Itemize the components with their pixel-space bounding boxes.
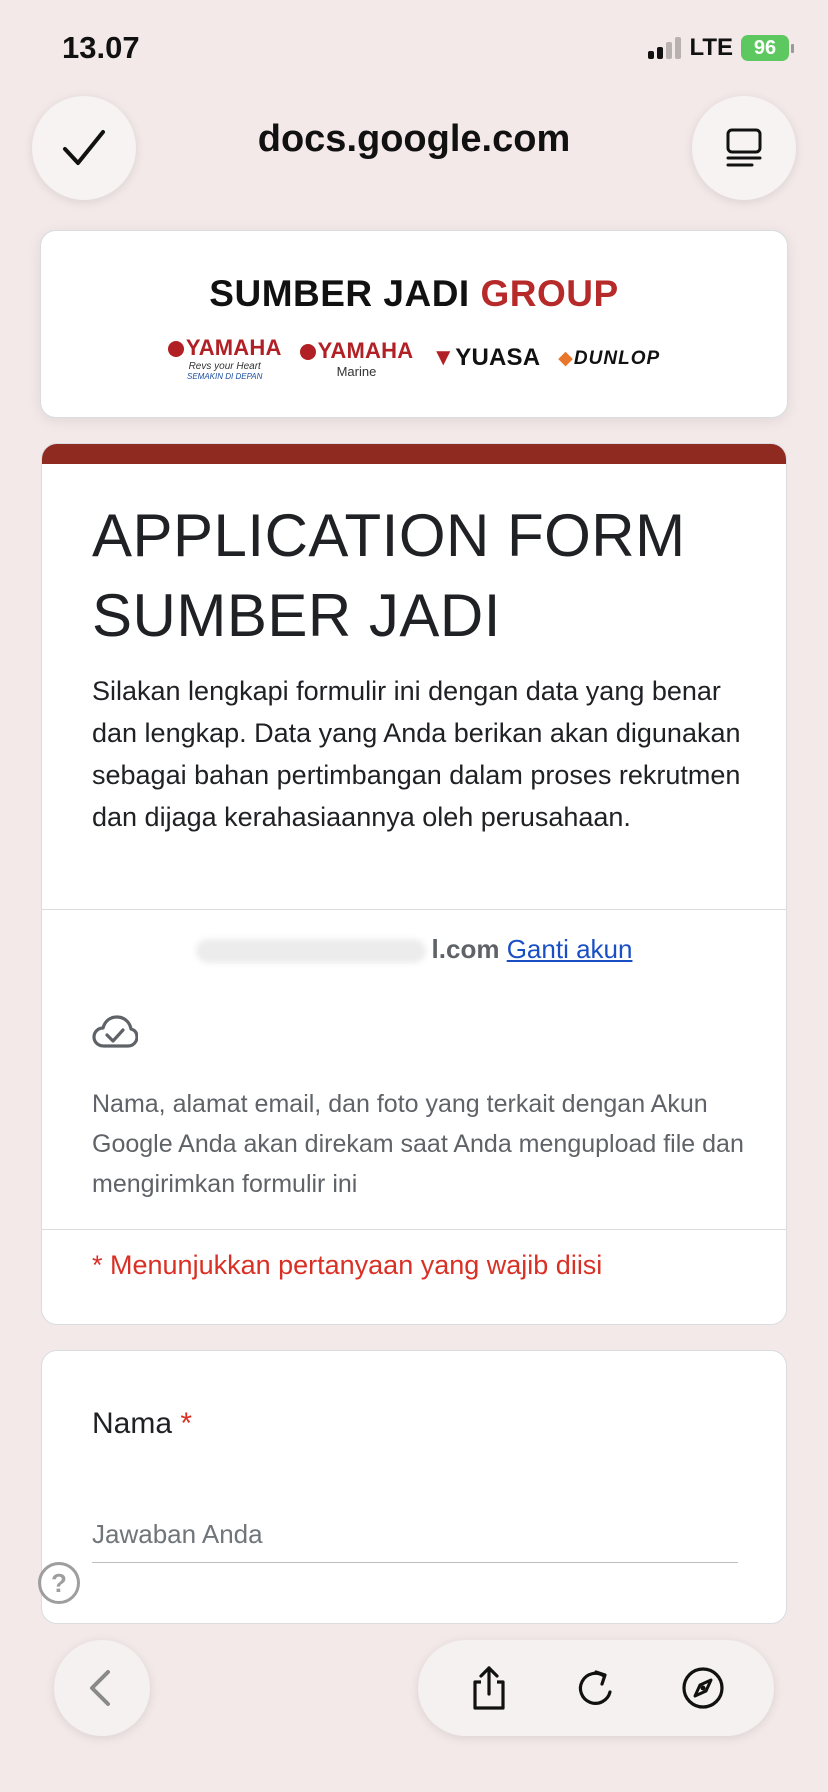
share-icon [467, 1664, 511, 1712]
switch-account-link[interactable]: Ganti akun [506, 934, 633, 964]
network-type: LTE [689, 34, 733, 61]
required-asterisk: * [180, 1407, 193, 1440]
form-accent-bar [42, 444, 786, 464]
page-menu-icon [722, 126, 766, 170]
form-description: Silakan lengkapi formulir ini dengan data yang benar dan lengkap. Data yang Anda berikan akan digunakan sebagai bahan pertimbangan dalam proses rekrutmen dan dijaga kerahasiaannya oleh perusahaan. [92, 676, 741, 832]
brand-logo-dunlop: ◆DUNLOP [558, 347, 661, 369]
company-title [41, 273, 787, 315]
company-title-accent: GROUP [480, 273, 619, 314]
form-title: APPLICATION FORM SUMBER JADI [92, 502, 686, 649]
share-button[interactable] [459, 1658, 519, 1718]
help-icon[interactable]: ? [38, 1562, 80, 1604]
required-note: * Menunjukkan pertanyaan yang wajib diisi [92, 1250, 603, 1280]
reload-icon [574, 1666, 618, 1710]
account-email: l.com [431, 934, 500, 964]
reload-button[interactable] [566, 1658, 626, 1718]
divider [42, 1229, 786, 1230]
cloud-done-icon [92, 1014, 138, 1050]
url-label[interactable]: docs.google.com [257, 118, 571, 160]
chevron-left-icon [84, 1668, 120, 1708]
brand-logos [41, 335, 787, 381]
brand-logo-yamaha: YAMAHA Revs your Heart SEMAKIN DI DEPAN [168, 335, 282, 381]
question-label: Nama * [92, 1407, 193, 1440]
browse-button[interactable] [673, 1658, 733, 1718]
answer-input[interactable] [92, 1511, 738, 1563]
reader-view-button[interactable] [692, 96, 796, 200]
header-banner [40, 230, 788, 418]
browser-toolbar [418, 1640, 774, 1736]
recording-notice: Nama, alamat email, dan foto yang terkait dengan Akun Google Anda akan direkam saat Anda mengupload file dan mengirimkan formulir ini [92, 1090, 744, 1198]
compass-icon [680, 1665, 726, 1711]
brand-logo-yamaha-marine: YAMAHA Marine [300, 338, 414, 379]
form-header-card [41, 443, 787, 1325]
question-card-nama [41, 1350, 787, 1624]
company-title-main: SUMBER JADI [209, 273, 470, 314]
account-info [42, 934, 786, 965]
battery-icon [741, 35, 794, 61]
status-indicators [648, 34, 794, 62]
signal-icon [648, 37, 681, 59]
status-time: 13.07 [62, 30, 140, 65]
back-button[interactable] [54, 1640, 150, 1736]
battery-level: 96 [741, 35, 789, 61]
brand-logo-yuasa: ▼YUASA [431, 344, 541, 371]
divider [42, 909, 786, 910]
redacted-email [196, 939, 426, 963]
